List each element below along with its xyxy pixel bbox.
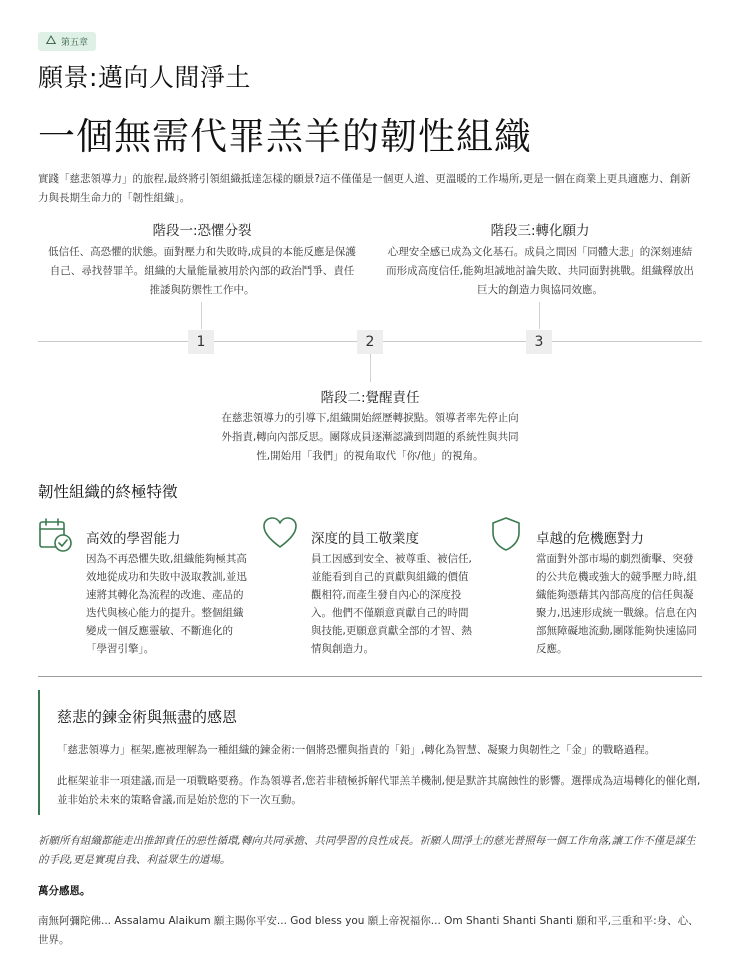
thanks-line: 萬分感恩。	[38, 885, 91, 897]
feature-2-title: 深度的員工敬業度	[311, 531, 419, 547]
feature-1-desc: 因為不再恐懼失敗,組織能夠極其高效地從成功和失敗中汲取教訓,並迅速將其轉化為流程的改進、產品的迭代與核心能力的提升。整個組織變成一個反應靈敏、不斷進化的「學習引擎」。	[86, 553, 247, 655]
stage-3-desc: 心理安全感已成為文化基石。成員之間因「同體大悲」的深刻連結而形成高度信任,能夠坦誠地討論失敗、共同面對挑戰。組織釋放出巨大的創造力與協同效應。	[386, 246, 694, 296]
calendar-check-icon	[38, 517, 74, 553]
feature-3-desc: 當面對外部市場的劇烈衝擊、突發的公共危機或強大的競爭壓力時,組織能夠憑藉其內部高度的信任與凝聚力,迅速形成統一戰線。信息在內部無障礙地流動,團隊能夠快速協同反應。	[536, 553, 697, 655]
quote-paragraph-1: 「慈悲領導力」框架,應被理解為一種組織的鍊金術:一個將恐懼與指責的「鉛」,轉化為智慧、凝聚力與韌性之「金」的戰略過程。	[57, 744, 656, 756]
timeline-marker-1: 1	[188, 330, 214, 354]
feature-3-title: 卓越的危機應對力	[536, 531, 644, 547]
timeline-connector-2	[370, 354, 371, 382]
stage-2-desc: 在慈悲領導力的引導下,組織開始經歷轉捩點。領導者率先停止向外指責,轉向內部反思。團隊成員逐漸認識到問題的系統性與共同性,開始用「我們」的視角取代「你/他」的視角。	[221, 412, 519, 462]
timeline-marker-2: 2	[357, 330, 383, 354]
timeline-marker-3: 3	[526, 330, 552, 354]
intro-paragraph: 實踐「慈悲領導力」的旅程,最終將引領組織抵達怎樣的願景?這不僅僅是一個更人道、更溫暖的工作場所,更是一個在商業上更具適應力、創新力與長期生命力的「韌性組織」。	[38, 173, 691, 204]
quote-heading: 慈悲的鍊金術與無盡的感恩	[57, 708, 238, 726]
quote-paragraph-2: 此框架並非一項建議,而是一項戰略要務。作為領導者,您若非積極拆解代罪羔羊機制,便是默許其腐蝕性的影響。選擇成為這場轉化的催化劑,並非始於未來的策略會議,而是始於您的下一次互動。	[57, 775, 701, 806]
section-divider	[38, 676, 702, 677]
stage-3-title: 階段三:轉化願力	[490, 223, 590, 239]
feature-2-desc: 員工因感到安全、被尊重、被信任,並能看到自己的貢獻與組織的價值觀相符,而產生發自內心的深度投入。他們不僅願意貢獻自己的時間與技能,更願意貢獻全部的才智、熱情與創造力。	[311, 553, 472, 655]
stage-1-desc: 低信任、高恐懼的狀態。面對壓力和失敗時,成員的本能反應是保護自己、尋找替罪羊。組織的大量能量被用於內部的政治鬥爭、責任推諉與防禦性工作中。	[48, 246, 356, 296]
stage-2-title: 階段二:覺醒責任	[320, 390, 420, 406]
blessing-line: 南無阿彌陀佛... Assalamu Alaikum 願主賜你平安... God bless you 願上帝祝福你... Om Shanti Shanti Shanti 願和平,三重和平:身、心、世界。	[38, 915, 699, 946]
page-title: 一個無需代罪羔羊的韌性組織	[38, 115, 532, 158]
feature-1-title: 高效的學習能力	[86, 531, 181, 547]
quote-accent-bar	[38, 690, 40, 815]
closing-prayer: 祈願所有組織都能走出推卸責任的惡性循環,轉向共同承擔、共同學習的良性成長。祈願人間淨土的慈光普照每一個工作角落,讓工作不僅是謀生的手段,更是實現自我、利益眾生的道場。	[38, 835, 696, 866]
features-heading: 韌性組織的終極特徵	[38, 483, 178, 501]
heart-icon	[262, 516, 298, 550]
stage-1-title: 階段一:恐懼分裂	[152, 223, 252, 239]
page-subtitle: 願景:邁向人間淨土	[38, 63, 251, 92]
chapter-badge	[38, 32, 96, 51]
chapter-label: 第五章	[61, 38, 89, 48]
timeline-connector-3	[539, 302, 540, 329]
shield-icon	[490, 516, 522, 552]
triangle-warning-icon	[46, 35, 56, 48]
timeline-connector-1	[201, 302, 202, 329]
